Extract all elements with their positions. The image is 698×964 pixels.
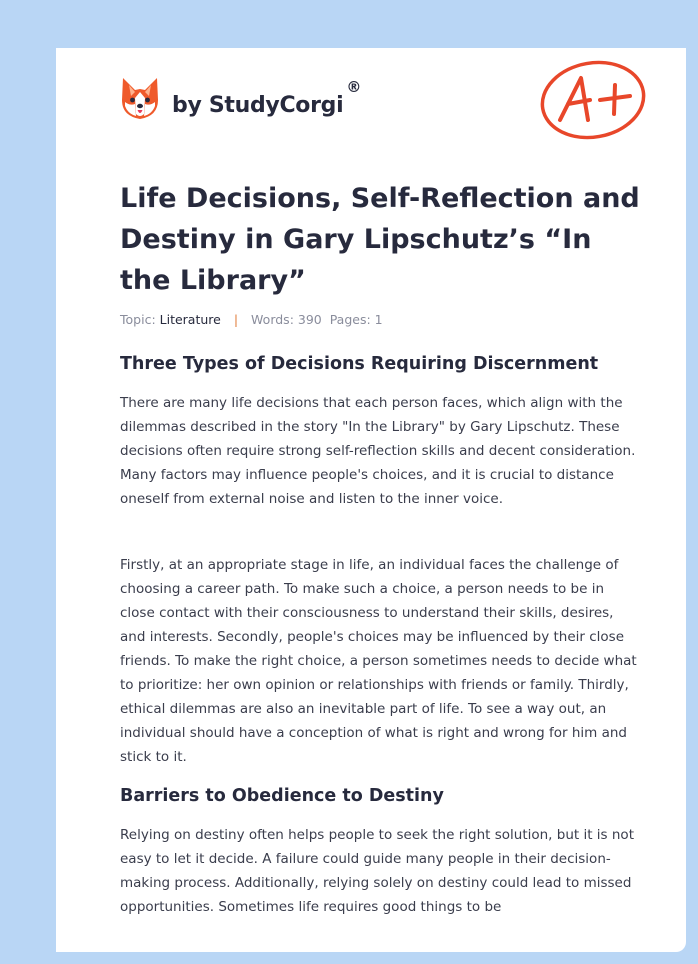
grade-a-plus-icon — [538, 58, 650, 142]
article-meta — [120, 312, 383, 327]
meta-separator: | — [233, 312, 239, 327]
registered-mark: ® — [346, 78, 362, 96]
brand-name: by StudyCorgi — [172, 92, 344, 118]
paragraph: Relying on destiny often helps people to seek the right solution, but it is not easy to let it decide. A failure could guide many people in their decision-making process. Additionally, relying solely on destiny could lead to missed opportunities. Sometimes life requires good things to be — [120, 827, 634, 915]
paragraph: Firstly, at an appropriate stage in life, an individual faces the challenge of choosing a career path. To make such a choice, a person needs to be in close contact with their consciousness to understand their skills, desires, and interests. Secondly, people's choices may be influenced by their close friends. To make the right choice, a person sometimes needs to decide what to prioritize: her own opinion or relationships with friends or family. Thirdly, ethical dilemmas are also an inevitable part of life. To see a way out, an individual should have a conception of what is right and wrong for him and stick to it. — [120, 557, 637, 765]
studycorgi-logo[interactable] — [120, 74, 361, 124]
section-heading: Barriers to Obedience to Destiny — [120, 786, 444, 806]
topic-label: Topic: — [120, 312, 156, 327]
paragraph: There are many life decisions that each person faces, which align with the dilemmas described in the story "In the Library" by Gary Lipschutz. These decisions often require strong self-reflection skills and decent consideration. Many factors may influence people's choices, and it is crucial to distance oneself from external noise and listen to the inner voice. — [120, 395, 636, 507]
page-count: Pages: 1 — [329, 312, 383, 327]
corgi-icon — [120, 76, 160, 122]
section-heading: Three Types of Decisions Requiring Discernment — [120, 354, 599, 374]
document-page — [56, 48, 686, 952]
topic-link[interactable]: Literature — [159, 312, 221, 327]
word-count: Words: 390 — [251, 312, 322, 327]
page-title: Life Decisions, Self-Reflection and Destiny in Gary Lipschutz’s “In the Library” — [120, 183, 640, 296]
